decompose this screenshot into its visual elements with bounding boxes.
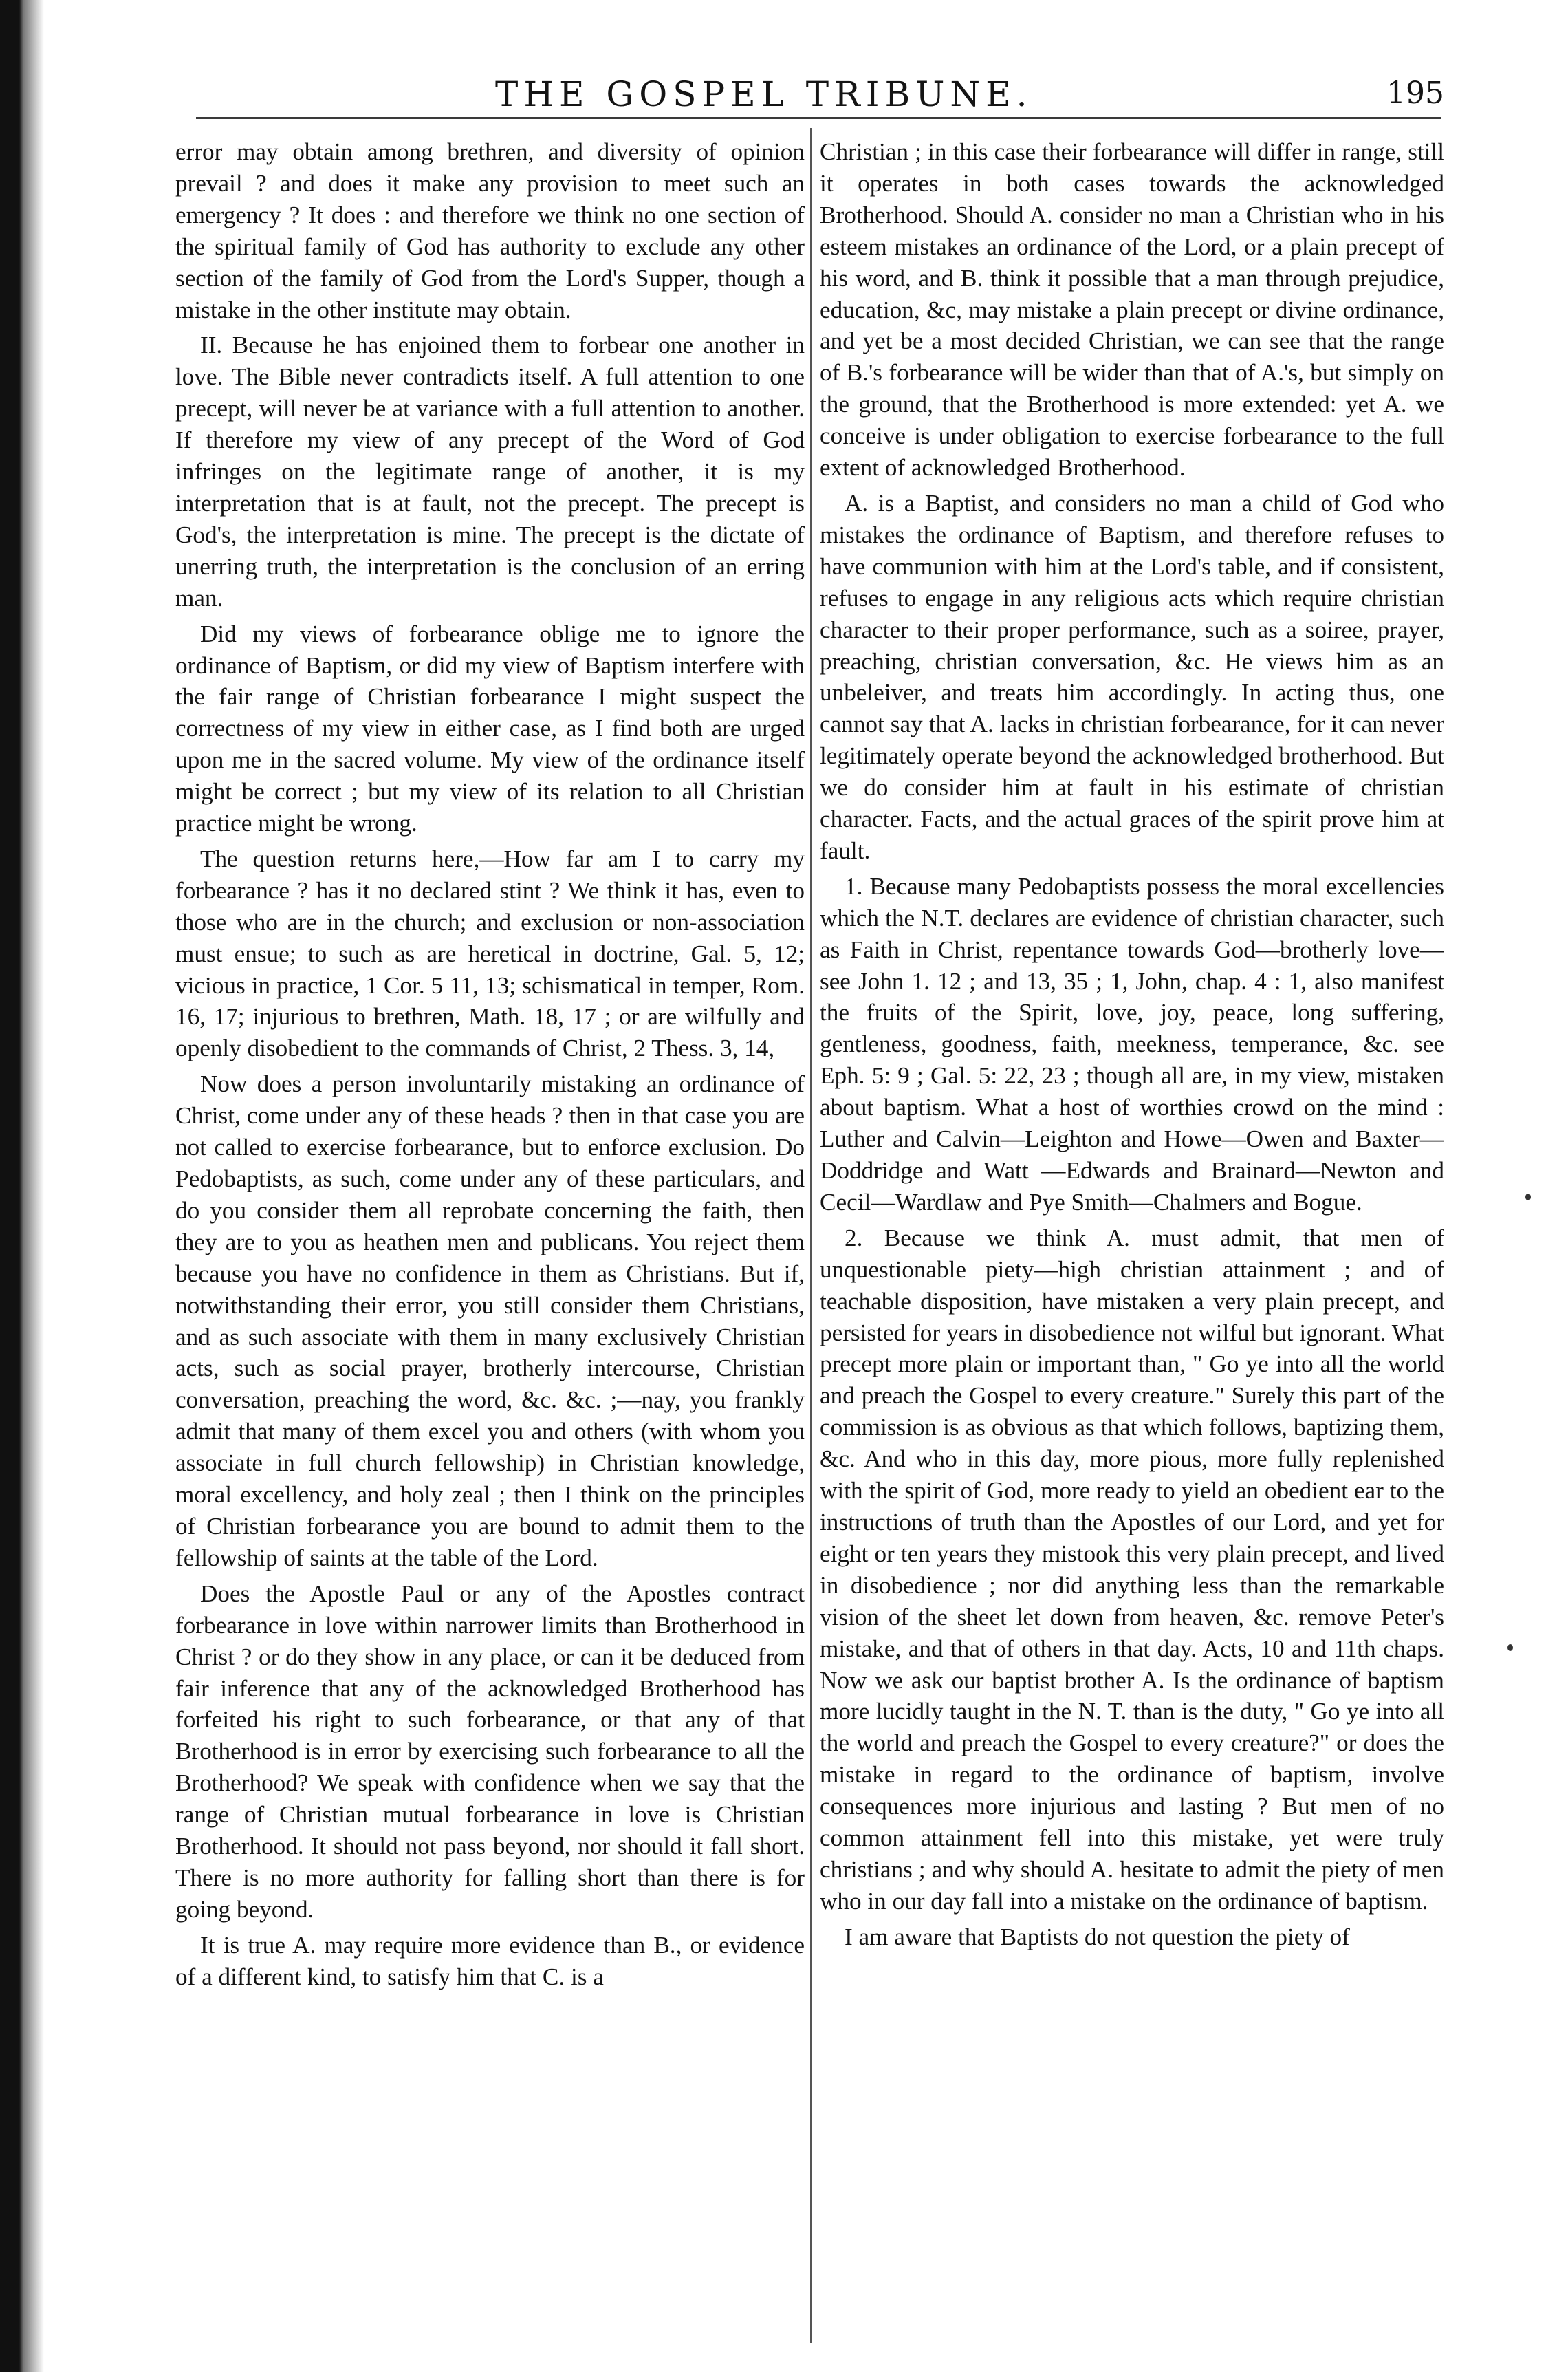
left-paragraph-7: It is true A. may require more evidence than B., or evidence of a different kind, to satisfy him that C. is a [175,1931,805,1990]
binding-edge [0,0,44,2372]
page-header [165,74,1444,129]
right-paragraph-2: A. is a Baptist, and considers no man a child of God who mistakes the ordinance of Baptism, and therefore refuses to have communion with him at the Lord's table, and if consistent, refuses to engage in any religious acts which require christian character to their proper performance, such as a soiree, prayer, preaching, christian conversation, &c. He views him as an unbeleiver, and treats him accordingly. In acting thus, one cannot say that A. lacks in christian forbearance, for it can never legitimately operate beyond the acknowledged brotherhood. But we do consider him at fault in his estimate of christian character. Facts, and the actual graces of the spirit prove him at fault. [820,489,1444,864]
left-paragraph-5: Now does a person involuntarily mistaking an ordinance of Christ, come under any of these heads ? then in that case you are not called to exercise forbearance, but to enforce exclusion. Do Pedobaptists, as such, come under any of these particulars, and do you consider them all reprobate concerning the faith, then they are to you as heathen men and publicans. You reject them because you have no confidence in them as Christians. But if, notwithstanding their error, you still consider them Christians, and as such associate with them in many exclusively Christian acts, such as social prayer, brotherly intercourse, Christian conversation, preaching the word, &c. &c. ;—nay, you frankly admit that many of them excel you and others (with whom you associate in full church fellowship) in Christian knowledge, moral excellency, and holy zeal ; then I think on the principles of Christian forbearance you are bound to admit them to the fellowship of saints at the table of the Lord. [175,1070,805,1571]
header-rule [196,117,1441,119]
right-paragraph-4: 2. Because we think A. must admit, that men of unquestionable piety—high christian attainment ; and of teachable disposition, have mistaken a very plain precept, and persisted for years in disobedience not wilful but ignorant. What precept more plain or important than, " Go ye into all the world and preach the Gospel to every creature." Surely this part of the commission is as obvious as that which follows, baptizing them, &c. And who in this day, more pious, more fully replenished with the spirit of God, more ready to yield an obedient ear to the instructions of truth than the Apostles of our Lord, and yet for eight or ten years they mistook this very plain precept, and lived in disobedience ; nor did anything less than the remarkable vision of the sheet let down from heaven, &c. remove Peter's mistake, and that of others in that day. Acts, 10 and 11th chaps. Now we ask our baptist brother A. Is the ordinance of baptism more lucidly taught in the N. T. than is the duty, " Go ye into all the world and preach the Gospel to every creature?" or does the mistake in regard to the ordinance of baptism, involve consequences more injurious and lasting ? But men of no common attainment fell into this mistake, yet were truly christians ; and why should A. hesitate to admit the piety of men who in our day fall into a mistake on the ordinance of baptism. [820,1224,1444,1915]
running-title: THE GOSPEL TRIBUNE. [495,74,1033,114]
page-number: 195 [1386,76,1444,111]
left-column [175,136,805,2338]
left-paragraph-4: The question returns here,—How far am I to carry my forbearance ? has it no declared stint ? We think it has, even to those who are in the church; and exclusion or non-association must ensue; to such as are heretical in doctrine, Gal. 5, 12; vicious in practice, 1 Cor. 5 11, 13; schismatical in temper, Rom. 16, 17; injurious to brethren, Math. 18, 17 ; or are wilfully and openly disobedient to the commands of Christ, 2 Thess. 3, 14, [175,845,805,1062]
right-paragraph-1: Christian ; in this case their forbearance will differ in range, still it operates in both cases towards the acknowledged Brotherhood. Should A. consider no man a Christian who in his esteem mistakes an ordinance of the Lord, or a plain precept of his word, and B. think it possible that a man through prejudice, education, &c, may mistake a plain precept or divine ordinance, and yet be a most decided Christian, we can see that the range of B.'s forbearance will be wider than that of A.'s, but simply on the ground, that the Brotherhood is more extended: yet A. we conceive is under obligation to exercise forbearance to the full extent of acknowledged Brotherhood. [820,138,1444,482]
ink-speck [1507,1644,1513,1651]
column-divider [810,128,812,2343]
right-paragraph-5: I am aware that Baptists do not question the piety of [845,1923,1350,1950]
left-paragraph-2: II. Because he has enjoined them to forbear one another in love. The Bible never contradicts itself. A full attention to one precept, will never be at variance with a full attention to another. If therefore my view of any precept of the Word of God infringes on the legitimate range of another, it is my interpretation that is at fault, not the precept. The precept is God's, the interpretation is mine. The precept is the dictate of unerring truth, the interpretation is the conclusion of an erring man. [175,332,805,612]
right-column [820,136,1444,2338]
ink-speck [1525,1194,1531,1200]
left-paragraph-6: Does the Apostle Paul or any of the Apostles contract forbearance in love within narrower limits than Brotherhood in Christ ? or do they show in any place, or can it be deduced from fair inference that any of the acknowledged Brotherhood has forfeited his right to such forbearance, or that any of that Brotherhood is in error by exercising such forbearance to all the Brotherhood? We speak with confidence when we say that the range of Christian mutual forbearance in love is Christian Brotherhood. It should not pass beyond, nor should it fall short. There is no more authority for falling short than there is for going beyond. [175,1579,805,1923]
left-paragraph-1: error may obtain among brethren, and diversity of opinion prevail ? and does it make any provision to meet such an emergency ? It does : and therefore we think no one section of the spiritual family of God has authority to exclude any other section of the family of God from the Lord's Supper, though a mistake in the other institute may obtain. [175,138,805,323]
left-paragraph-3: Did my views of forbearance oblige me to ignore the ordinance of Baptism, or did my view of Baptism interfere with the fair range of Christian forbearance I might suspect the correctness of my view in either case, as I find both are urged upon me in the sacred volume. My view of the ordinance itself might be correct ; but my view of its relation to all Christian practice might be wrong. [175,620,805,837]
right-paragraph-3: 1. Because many Pedobaptists possess the moral excellencies which the N.T. declares are evidence of christian character, such as Faith in Christ, repentance towards God—brotherly love—see John 1. 12 ; and 13, 35 ; 1, John, chap. 4 : 1, also manifest the fruits of the Spirit, love, joy, peace, long suffering, gentleness, goodness, faith, meekness, temperance, &c. see Eph. 5: 9 ; Gal. 5: 22, 23 ; though all are, in my view, mistaken about baptism. What a host of worthies crowd on the mind : Luther and Calvin—Leighton and Howe—Owen and Baxter—Doddridge and Watt —Edwards and Brainard—Newton and Cecil—Wardlaw and Pye Smith—Chalmers and Bogue. [820,872,1444,1216]
